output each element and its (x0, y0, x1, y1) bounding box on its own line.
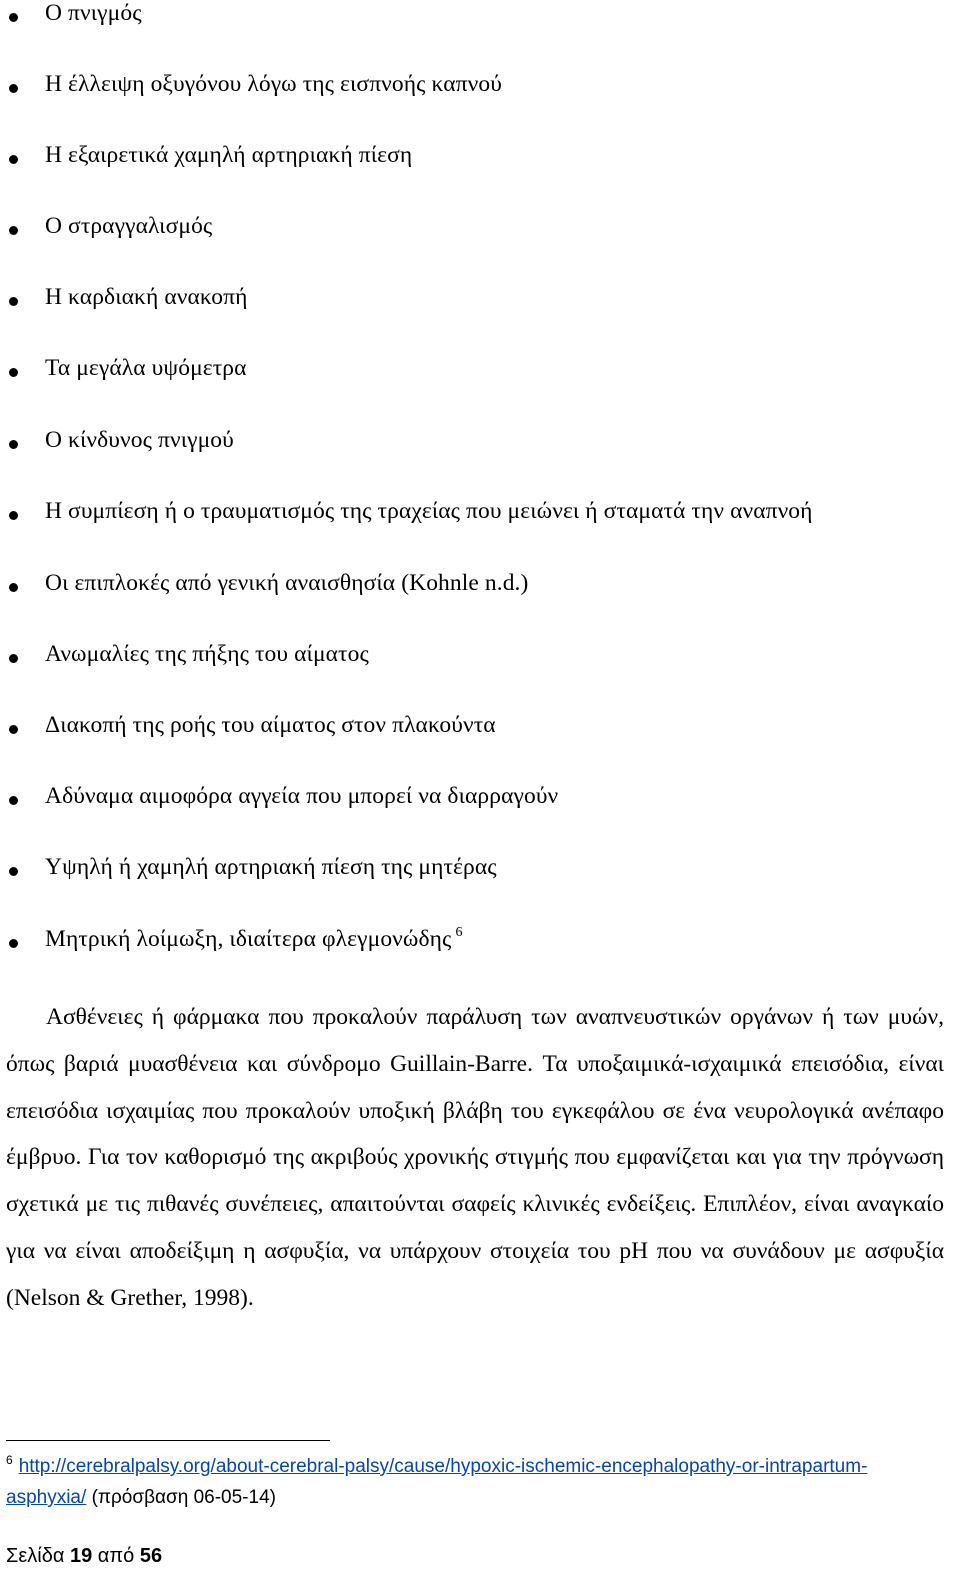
bullet-icon (9, 13, 18, 22)
list-item-text: Διακοπή της ροής του αίματος στον πλακούντα (45, 712, 496, 738)
bullet-icon (9, 84, 18, 93)
footnote-reference: 6 (455, 925, 463, 940)
list-item-text: Η εξαιρετικά χαμηλή αρτηριακή πίεση (45, 142, 413, 168)
bullet-icon (9, 939, 18, 948)
list-item-label: Μητρική λοίμωξη, ιδιαίτερα φλεγμονώδης (45, 926, 452, 952)
bullet-icon (9, 226, 18, 235)
list-item-text: Ο κίνδυνος πνιγμού (45, 427, 234, 453)
footnote-separator (6, 1440, 330, 1441)
bullet-icon (9, 725, 18, 734)
bullet-icon (9, 796, 18, 805)
footnote-mark: 6 (6, 1453, 13, 1467)
list-item-text: Τα μεγάλα υψόμετρα (45, 355, 247, 381)
footnote-access-note: (πρόσβαση 06-05-14) (91, 1487, 276, 1508)
page-number-separator: από (97, 1545, 135, 1567)
page-number-prefix: Σελίδα (6, 1545, 65, 1567)
list-item-text: Υψηλή ή χαμηλή αρτηριακή πίεση της μητέρας (45, 854, 497, 880)
list-item-text: Η έλλειψη οξυγόνου λόγω της εισπνοής καπνού (45, 71, 502, 97)
bullet-icon (9, 867, 18, 876)
bullet-icon (9, 297, 18, 306)
page-number-total: 56 (139, 1545, 163, 1567)
page-number (6, 1542, 162, 1570)
footnote-link[interactable]: http://cerebralpalsy.org/about-cerebral-palsy/cause/hypoxic-ischemic-encephalopathy-or-intrapartum-asphyxia/ (6, 1456, 868, 1508)
bullet-icon (9, 440, 18, 449)
footnote (6, 1452, 946, 1513)
list-item-text: Η συμπίεση ή ο τραυματισμός της τραχείας που μειώνει ή σταματά την αναπνοή (45, 498, 813, 524)
list-item-text (45, 924, 463, 958)
list-item-text: Η καρδιακή ανακοπή (45, 284, 248, 310)
list-item-text: Ο στραγγαλισμός (45, 213, 213, 239)
bullet-icon (9, 583, 18, 592)
bullet-icon (9, 155, 18, 164)
list-item-text: Αδύναμα αιμοφόρα αγγεία που μπορεί να διαρραγούν (45, 783, 559, 809)
list-item-text: Ανωμαλίες της πήξης του αίματος (45, 641, 369, 667)
bullet-icon (9, 511, 18, 520)
bullet-icon (9, 368, 18, 377)
list-item-text: Οι επιπλοκές από γενική αναισθησία (Kohnle n.d.) (45, 570, 529, 596)
page-number-current: 19 (69, 1545, 93, 1567)
bullet-icon (9, 654, 18, 663)
body-paragraph: Ασθένειες ή φάρμακα που προκαλούν παράλυση των αναπνευστικών οργάνων ή των μυών, όπως βαριά μυασθένεια και σύνδρομο Guillain-Barre. Τα υποξαιμικά-ισχαιμικά επεισόδια, είναι επεισόδια ισχαιμίας που προκαλούν υποξική βλάβη του εγκεφάλου σε ένα νευρολογικά ανέπαφο έμβρυο. Για τον καθορισμό της ακριβούς χρονικής στιγμής που εμφανίζεται και για την πρόγνωση σχετικά με τις πιθανές συνέπειες, απαιτούνται σαφείς κλινικές ενδείξεις. Επιπλέον, είναι αναγκαίο για να είναι αποδείξιμη η ασφυξία, να υπάρχουν στοιχεία του pH που να συνάδουν με ασφυξία (Nelson & Grether, 1998). (6, 1004, 944, 1311)
list-item-text: Ο πνιγμός (45, 0, 142, 26)
